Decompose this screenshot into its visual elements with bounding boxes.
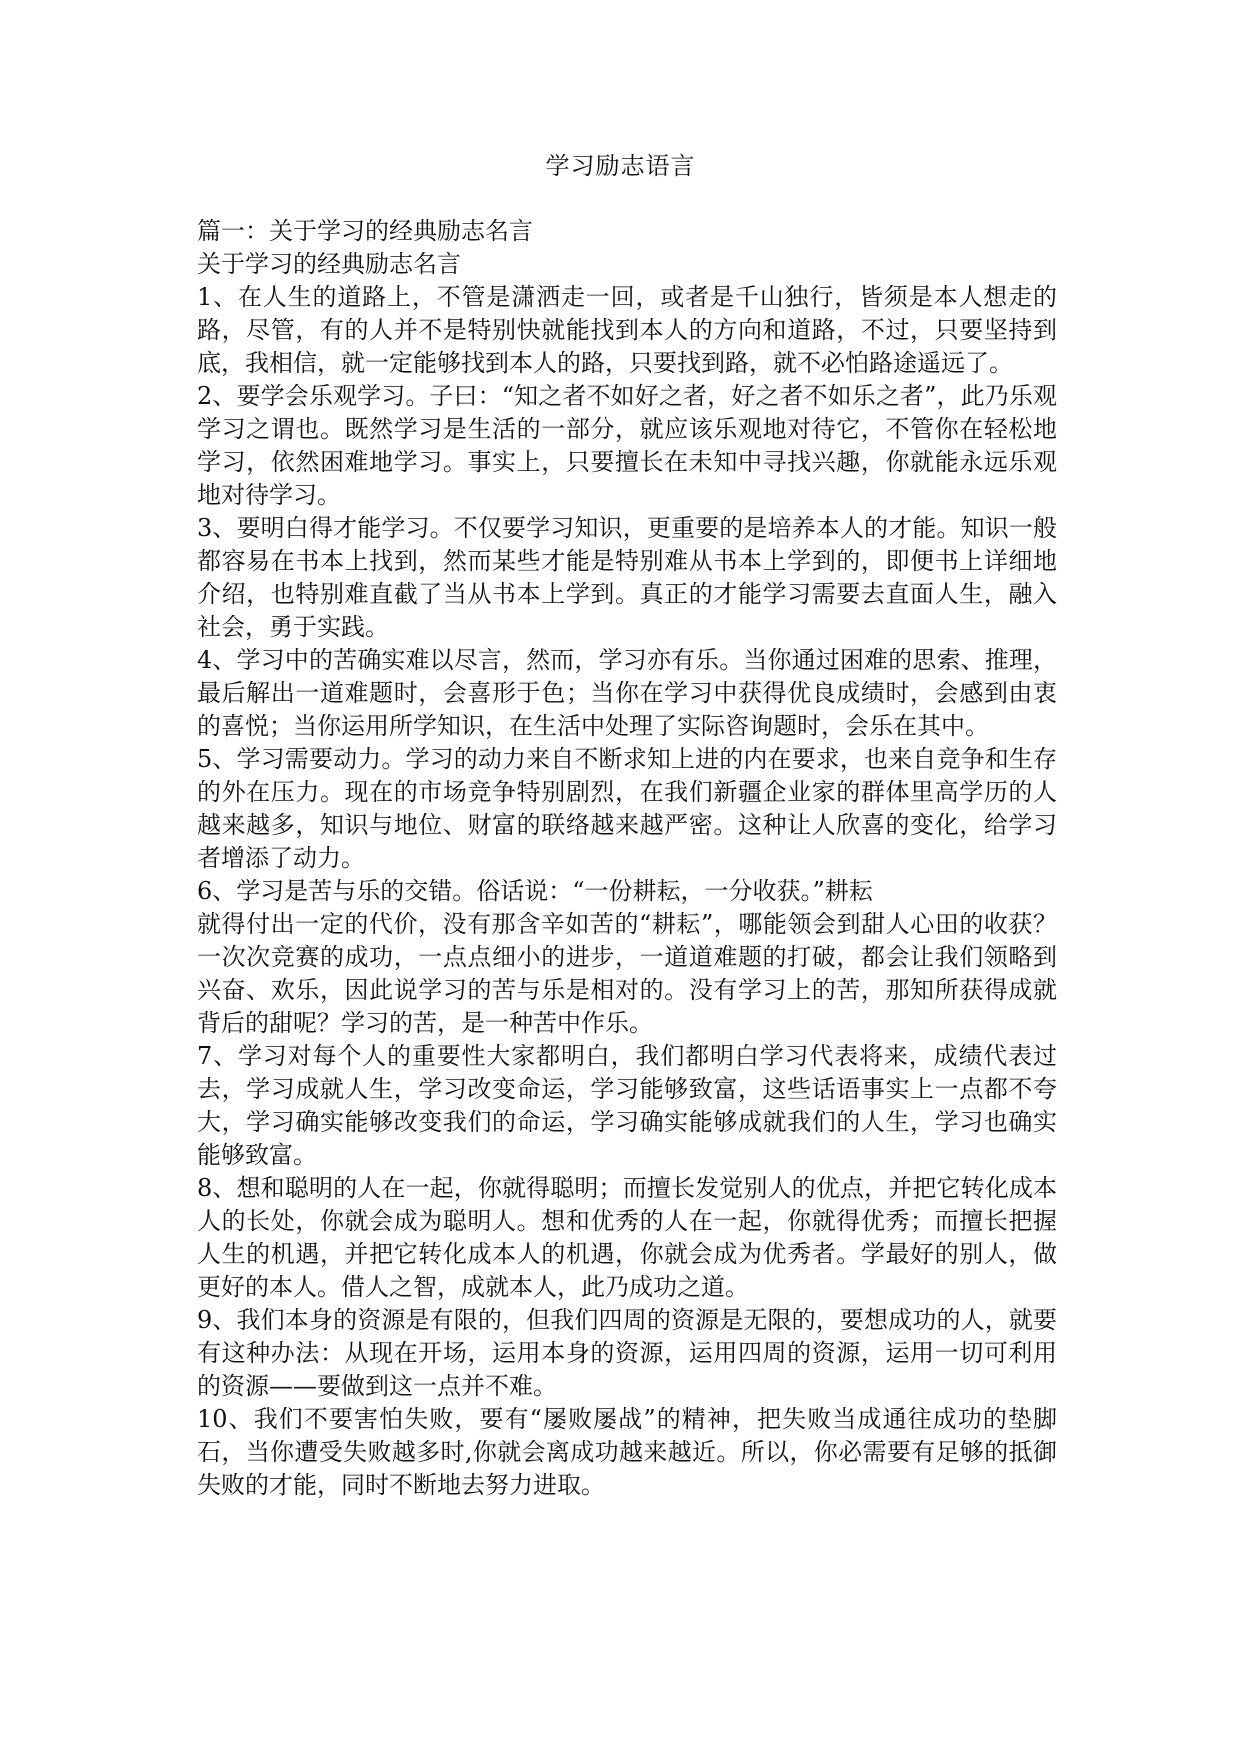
paragraph-7: 7、学习对每个人的重要性大家都明白，我们都明白学习代表将来，成绩代表过去，学习成就人生，学习改变命运，学习能够致富，这些话语事实上一点都不夸大，学习确实能够改变我们的命运，学习确实能够成就我们的人生，学习也确实能够致富。 (197, 1042, 1057, 1169)
subheading: 关于学习的经典励志名言 (197, 250, 461, 278)
paragraph-3: 3、要明白得才能学习。不仅要学习知识，更重要的是培养本人的才能。知识一般都容易在书本上找到，然而某些才能是特别难从书本上学到的，即便书上详细地介绍，也特别难直截了当从书本上学到。真正的才能学习需要去直面人生，融入社会，勇于实践。 (197, 514, 1057, 641)
document-title: 学习励志语言 (545, 152, 696, 180)
paragraph-9: 9、我们本身的资源是有限的，但我们四周的资源是无限的，要想成功的人，就要有这种办法：从现在开场，运用本身的资源，运用四周的资源，运用一切可利用的资源——要做到这一点并不难。 (197, 1306, 1057, 1400)
paragraph-6-continued: 就得付出一定的代价，没有那含辛如苦的“耕耘”，哪能领会到甜人心田的收获？一次次竞赛的成功，一点点细小的进步，一道道难题的打破，都会让我们领略到兴奋、欢乐，因此说学习的苦与乐是相对的。没有学习上的苦，那知所获得成就背后的甜呢？学习的苦，是一种苦中作乐。 (197, 910, 1057, 1037)
paragraph-4: 4、学习中的苦确实难以尽言，然而，学习亦有乐。当你通过困难的思索、推理，最后解出一道难题时，会喜形于色；当你在学习中获得优良成绩时，会感到由衷的喜悦；当你运用所学知识，在生活中处理了实际咨询题时，会乐在其中。 (197, 646, 1057, 740)
paragraph-8: 8、想和聪明的人在一起，你就得聪明；而擅长发觉别人的优点，并把它转化成本人的长处，你就会成为聪明人。想和优秀的人在一起，你就得优秀；而擅长把握人生的机遇，并把它转化成本人的机遇，你就会成为优秀者。学最好的别人，做更好的本人。借人之智，成就本人，此乃成功之道。 (197, 1174, 1057, 1301)
paragraph-6: 6、学习是苦与乐的交错。俗话说：“一份耕耘，一分收获。”耕耘 (197, 877, 873, 905)
document-body (197, 215, 1057, 1502)
paragraph-5: 5、学习需要动力。学习的动力来自不断求知上进的内在要求，也来自竞争和生存的外在压力。现在的市场竞争特别剧烈，在我们新疆企业家的群体里高学历的人越来越多，知识与地位、财富的联络越来越严密。这种让人欣喜的变化，给学习者增添了动力。 (197, 745, 1057, 872)
paragraph-10: 10、我们不要害怕失败，要有“屡败屡战”的精神，把失败当成通往成功的垫脚石，当你遭受失败越多时,你就会离成功越来越近。所以，你必需要有足够的抵御失败的才能，同时不断地去努力进取。 (197, 1405, 1057, 1499)
paragraph-1: 1、在人生的道路上，不管是潇洒走一回，或者是千山独行，皆须是本人想走的路，尽管，有的人并不是特别快就能找到本人的方向和道路，不过，只要坚持到底，我相信，就一定能够找到本人的路，只要找到路，就不必怕路途遥远了。 (197, 283, 1057, 377)
paragraph-2: 2、要学会乐观学习。子曰：“知之者不如好之者，好之者不如乐之者”，此乃乐观学习之谓也。既然学习是生活的一部分，就应该乐观地对待它，不管你在轻松地学习，依然困难地学习。事实上，只要擅长在未知中寻找兴趣，你就能永远乐观地对待学习。 (197, 382, 1057, 509)
section-heading: 篇一：关于学习的经典励志名言 (197, 217, 533, 245)
